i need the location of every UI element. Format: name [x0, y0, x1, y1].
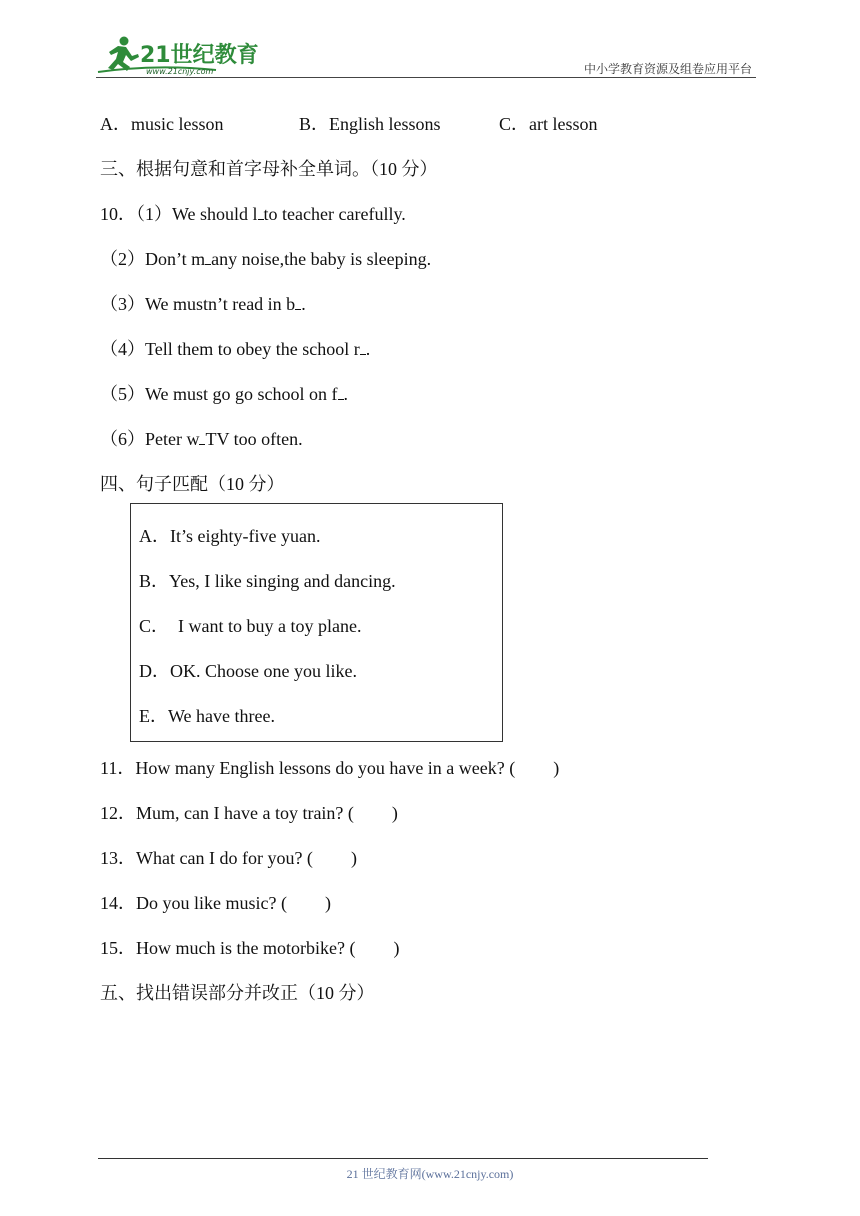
fill-item-1: 10．（1）We should l to teacher carefully.	[100, 204, 406, 224]
fill-item-4: （4）Tell them to obey the school r .	[100, 339, 371, 359]
logo	[96, 34, 266, 76]
fill-item-6: （6）Peter w TV too often.	[100, 429, 303, 449]
box-option-b: B．Yes, I like singing and dancing.	[139, 571, 396, 591]
section3-title: 三、根据句意和首字母补全单词。（10 分）	[100, 159, 438, 179]
section5-title: 五、找出错误部分并改正（10 分）	[100, 983, 375, 1003]
box-option-e: E．We have three.	[139, 706, 275, 726]
header-divider	[96, 77, 756, 78]
question-15: 15．How much is the motorbike? ( )	[100, 938, 400, 958]
question-12: 12．Mum, can I have a toy train? ( )	[100, 803, 398, 823]
footer-text: 21 世纪教育网(www.21cnjy.com)	[346, 1167, 514, 1181]
question-13: 13．What can I do for you? ( )	[100, 848, 357, 868]
option-c: C．art lesson	[499, 114, 598, 134]
page-header	[96, 30, 756, 80]
fill-item-2: （2）Don’t m any noise,the baby is sleeping.	[100, 249, 432, 269]
header-platform-text: 中小学教育资源及组卷应用平台	[583, 62, 752, 76]
footer-divider	[98, 1158, 708, 1159]
fill-item-5: （5）We must go go school on f .	[100, 384, 349, 404]
logo-text: 21世纪教育	[140, 43, 259, 68]
fill-item-3: （3）We mustn’t read in b .	[100, 294, 306, 314]
box-option-c: C． I want to buy a toy plane.	[139, 616, 362, 636]
box-option-a: A．It’s eighty-five yuan.	[139, 526, 321, 546]
box-option-d: D．OK. Choose one you like.	[139, 661, 357, 681]
question-11: 11．How many English lessons do you have in a week? ( )	[100, 758, 560, 778]
option-b: B．English lessons	[299, 114, 441, 134]
section4-title: 四、句子匹配（10 分）	[100, 474, 285, 494]
logo-url: www.21cnjy.com	[146, 67, 214, 76]
option-a: A．music lesson	[100, 114, 224, 134]
question-14: 14．Do you like music? ( )	[100, 893, 331, 913]
